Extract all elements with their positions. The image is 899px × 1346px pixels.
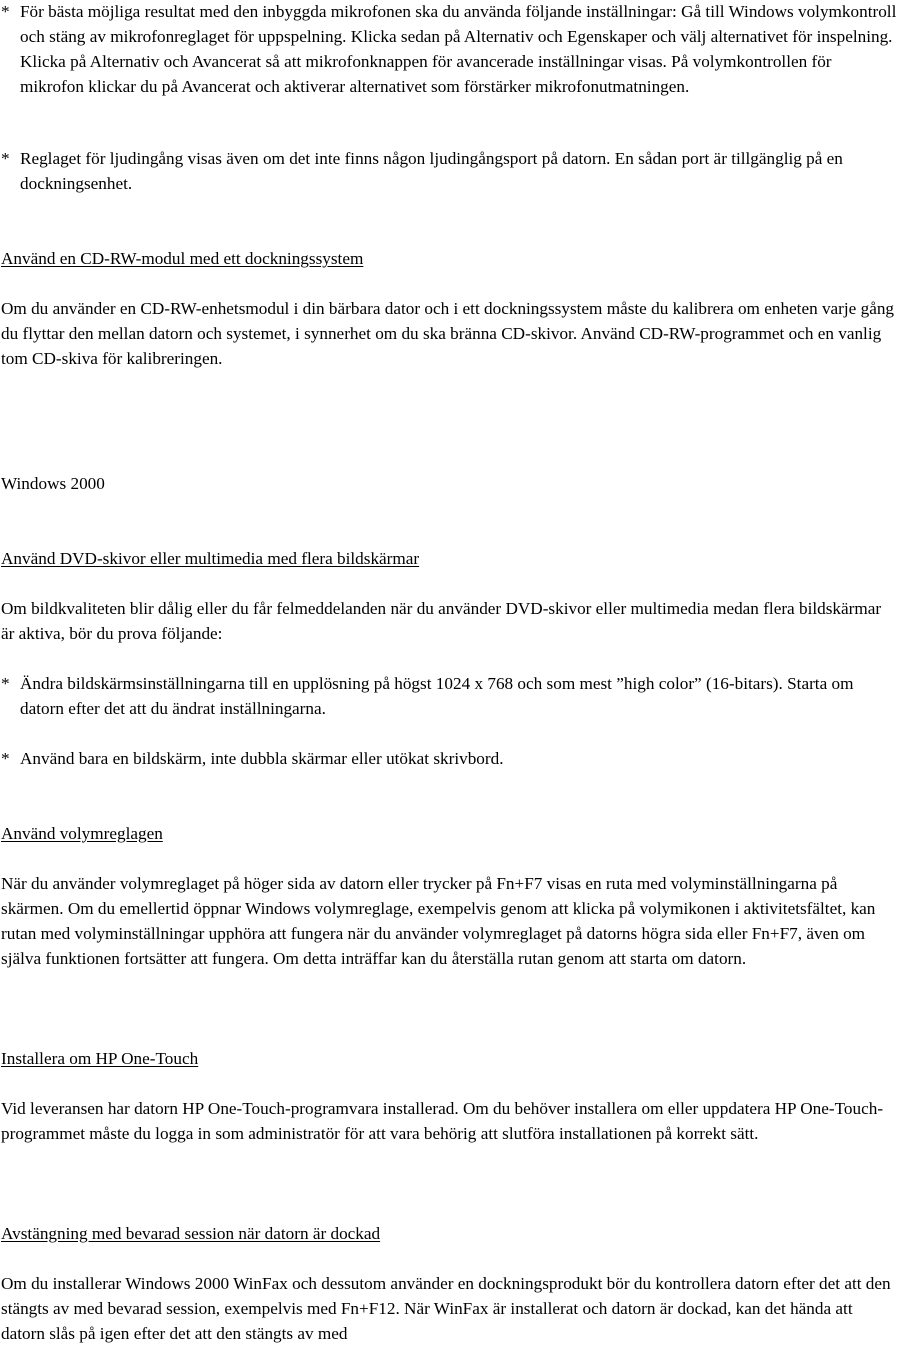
heading-dvd-multimonitor: Använd DVD-skivor eller multimedia med flera bildskärmar	[1, 549, 420, 568]
bullet-item-single-display	[0, 746, 898, 771]
paragraph-hibernate-docked: Om du installerar Windows 2000 WinFax och dessutom använder en dockningsprodukt bör du kontrollera datorn efter det att den stängts av med bevarad session, exempelvis med Fn+F12. När WinFax är installerat och datorn är dockad, kan det hända att datorn slås på igen efter det att den stängts av med	[1, 1274, 891, 1343]
paragraph-dvd-multimonitor: Om bildkvaliteten blir dålig eller du får felmeddelanden när du använder DVD-skivor eller multimedia medan flera bildskärmar är aktiva, bör du prova följande:	[1, 599, 882, 643]
os-section-title: Windows 2000	[1, 474, 105, 493]
paragraph-hp-one-touch: Vid leveransen har datorn HP One-Touch-programvara installerad. Om du behöver installera om eller uppdatera HP One-Touch-programmet måste du logga in som administratör för att vara behörig att slutföra installationen på korrekt sätt.	[1, 1099, 884, 1143]
heading-cdrw-docking: Använd en CD-RW-modul med ett dockningssystem	[1, 249, 364, 268]
bullet-mark: *	[1, 749, 10, 768]
bullet-text: Reglaget för ljudingång visas även om det inte finns någon ljudingångsport på datorn. En sådan port är tillgänglig på en dockningsenhet.	[20, 149, 843, 193]
heading-hibernate-docked: Avstängning med bevarad session när datorn är dockad	[1, 1224, 381, 1243]
bullet-text: Använd bara en bildskärm, inte dubbla skärmar eller utökat skrivbord.	[20, 749, 504, 768]
bullet-mark: *	[1, 2, 10, 21]
bullet-item-audio-input	[0, 146, 898, 196]
heading-hp-one-touch: Installera om HP One-Touch	[1, 1049, 199, 1068]
bullet-text: Ändra bildskärmsinställningarna till en upplösning på högst 1024 x 768 och som mest ”high color” (16-bitars). Starta om datorn efter det att du ändrat inställningarna.	[20, 674, 854, 718]
heading-volume-controls: Använd volymreglagen	[1, 824, 163, 843]
paragraph-cdrw-docking: Om du använder en CD-RW-enhetsmodul i din bärbara dator och i ett dockningssystem måste du kalibrera om enheten varje gång du flyttar den mellan datorn och systemet, i synnerhet om du ska bränna CD-skivor. Använd CD-RW-programmet och en vanlig tom CD-skiva för kalibreringen.	[1, 299, 895, 368]
bullet-item-microphone	[0, 0, 898, 99]
bullet-mark: *	[1, 149, 10, 168]
bullet-text: För bästa möjliga resultat med den inbyggda mikrofonen ska du använda följande inställningar: Gå till Windows volymkontroll och stäng av mikrofonreglaget för uppspelning. Klicka sedan på Alternativ och Egenskaper och välj alternativet för inspelning. Klicka på Alternativ och Avancerat så att mikrofonknappen för avancerade inställningar visas. På volymkontrollen för mikrofon klickar du på Avancerat och aktiverar alternativet som förstärker mikrofonutmatningen.	[20, 2, 897, 96]
bullet-item-resolution	[0, 671, 898, 721]
bullet-mark: *	[1, 674, 10, 693]
paragraph-volume-controls: När du använder volymreglaget på höger sida av datorn eller trycker på Fn+F7 visas en ruta med volyminställningarna på skärmen. Om du emellertid öppnar Windows volymreglage, exempelvis genom att klicka på volymikonen i aktivitetsfältet, kan rutan med volyminställningar upphöra att fungera när du använder volymreglaget på datorns högra sida eller Fn+F7, även om själva funktionen fortsätter att fungera. Om detta inträffar kan du återställa rutan genom att starta om datorn.	[1, 874, 876, 968]
